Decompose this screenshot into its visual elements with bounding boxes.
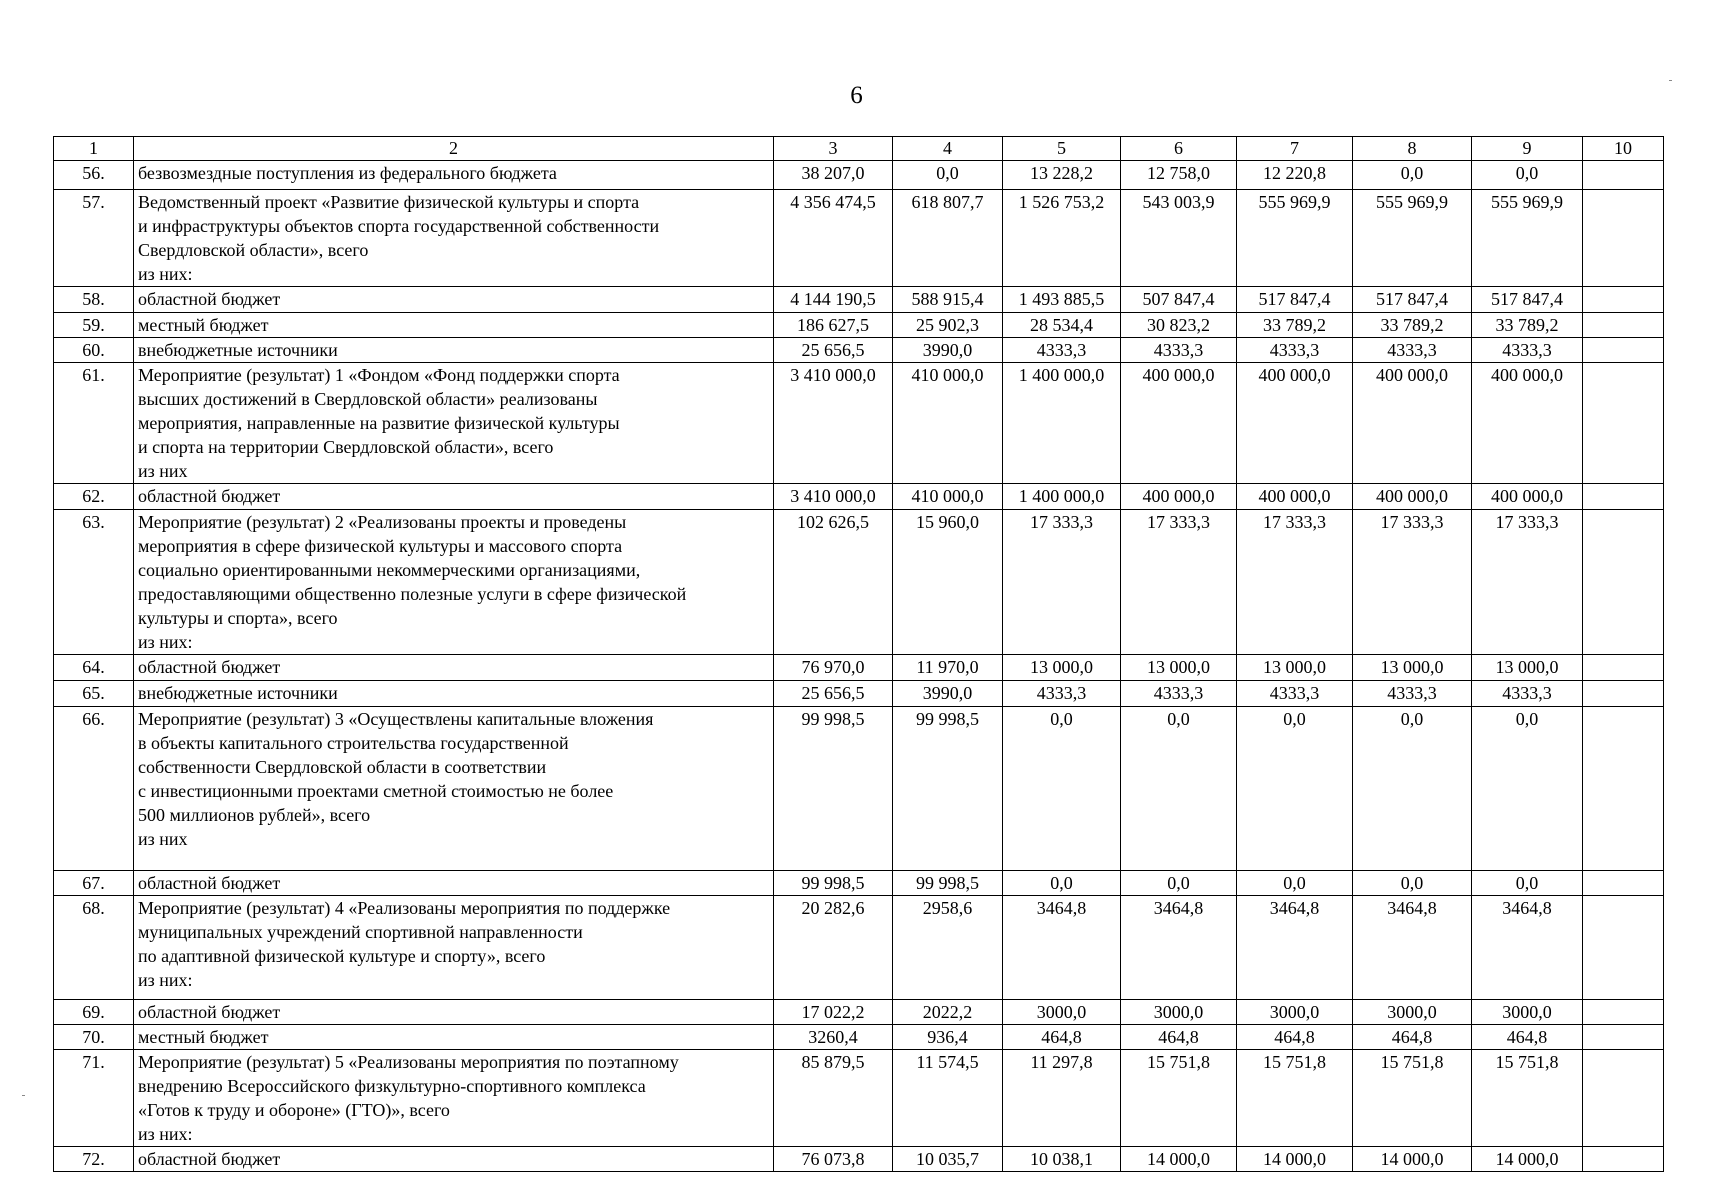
description-line: Свердловской области», всего bbox=[138, 240, 369, 260]
value-cell: 400 000,0 bbox=[1353, 484, 1472, 510]
value-cell: 14 000,0 bbox=[1237, 1147, 1353, 1172]
value-cell: 0,0 bbox=[1472, 707, 1583, 871]
value-cell bbox=[1583, 190, 1664, 287]
value-cell: 28 534,4 bbox=[1003, 313, 1121, 338]
value-cell: 3260,4 bbox=[774, 1025, 893, 1050]
description-line: из них: bbox=[138, 1124, 193, 1144]
table-row bbox=[54, 1000, 1664, 1025]
value-cell: 13 228,2 bbox=[1003, 161, 1121, 190]
value-cell: 0,0 bbox=[1003, 871, 1121, 896]
column-header: 4 bbox=[893, 137, 1003, 161]
scan-speck bbox=[22, 1095, 25, 1096]
value-cell: 4333,3 bbox=[1472, 681, 1583, 707]
description-line: культуры и спорта», всего bbox=[138, 608, 338, 628]
value-cell: 4333,3 bbox=[1353, 338, 1472, 363]
value-cell: 3990,0 bbox=[893, 338, 1003, 363]
value-cell: 4333,3 bbox=[1237, 338, 1353, 363]
description-line: областной бюджет bbox=[138, 486, 281, 506]
description-line: высших достижений в Свердловской области» реализованы bbox=[138, 389, 598, 409]
row-description bbox=[134, 655, 774, 681]
value-cell: 0,0 bbox=[1353, 871, 1472, 896]
value-cell: 543 003,9 bbox=[1121, 190, 1237, 287]
description-line: собственности Свердловской области в соответствии bbox=[138, 757, 547, 777]
value-cell: 3000,0 bbox=[1121, 1000, 1237, 1025]
description-line: внебюджетные источники bbox=[138, 340, 338, 360]
value-cell bbox=[1583, 484, 1664, 510]
value-cell: 1 400 000,0 bbox=[1003, 484, 1121, 510]
value-cell: 3464,8 bbox=[1121, 896, 1237, 1000]
value-cell: 3464,8 bbox=[1003, 896, 1121, 1000]
column-header: 1 bbox=[54, 137, 134, 161]
description-line: предоставляющими общественно полезные услуги в сфере физической bbox=[138, 584, 687, 604]
value-cell: 13 000,0 bbox=[1353, 655, 1472, 681]
value-cell: 99 998,5 bbox=[893, 871, 1003, 896]
value-cell: 14 000,0 bbox=[1353, 1147, 1472, 1172]
value-cell bbox=[1583, 1025, 1664, 1050]
value-cell: 99 998,5 bbox=[774, 707, 893, 871]
value-cell: 33 789,2 bbox=[1237, 313, 1353, 338]
scan-speck bbox=[1669, 80, 1672, 81]
row-number: 64. bbox=[54, 655, 134, 681]
value-cell bbox=[1583, 1000, 1664, 1025]
row-description bbox=[134, 896, 774, 1000]
description-line: из них: bbox=[138, 970, 193, 990]
value-cell: 15 960,0 bbox=[893, 510, 1003, 655]
row-description bbox=[134, 707, 774, 871]
description-line: из них: bbox=[138, 632, 193, 652]
description-line: мероприятия, направленные на развитие физической культуры bbox=[138, 413, 620, 433]
row-number: 72. bbox=[54, 1147, 134, 1172]
description-line: безвозмездные поступления из федерального бюджета bbox=[138, 163, 557, 183]
description-line: и инфраструктуры объектов спорта государственной собственности bbox=[138, 216, 660, 236]
table-row bbox=[54, 313, 1664, 338]
value-cell: 0,0 bbox=[1472, 161, 1583, 190]
value-cell: 3 410 000,0 bbox=[774, 484, 893, 510]
value-cell: 400 000,0 bbox=[1237, 484, 1353, 510]
value-cell: 17 333,3 bbox=[1353, 510, 1472, 655]
value-cell: 464,8 bbox=[1121, 1025, 1237, 1050]
value-cell: 25 656,5 bbox=[774, 338, 893, 363]
description-line: Мероприятие (результат) 1 «Фондом «Фонд поддержки спорта bbox=[138, 365, 620, 385]
value-cell: 4333,3 bbox=[1353, 681, 1472, 707]
value-cell: 517 847,4 bbox=[1237, 287, 1353, 313]
value-cell: 17 333,3 bbox=[1472, 510, 1583, 655]
row-number: 62. bbox=[54, 484, 134, 510]
value-cell: 13 000,0 bbox=[1472, 655, 1583, 681]
value-cell: 3464,8 bbox=[1353, 896, 1472, 1000]
value-cell: 400 000,0 bbox=[1472, 484, 1583, 510]
description-line: Мероприятие (результат) 5 «Реализованы мероприятия по поэтапному bbox=[138, 1052, 679, 1072]
value-cell bbox=[1583, 1147, 1664, 1172]
value-cell: 2022,2 bbox=[893, 1000, 1003, 1025]
row-number: 57. bbox=[54, 190, 134, 287]
value-cell: 33 789,2 bbox=[1353, 313, 1472, 338]
value-cell: 17 333,3 bbox=[1237, 510, 1353, 655]
row-number: 60. bbox=[54, 338, 134, 363]
value-cell: 17 333,3 bbox=[1121, 510, 1237, 655]
table-row bbox=[54, 896, 1664, 1000]
row-description bbox=[134, 338, 774, 363]
value-cell: 15 751,8 bbox=[1353, 1050, 1472, 1147]
value-cell: 4333,3 bbox=[1237, 681, 1353, 707]
value-cell: 4333,3 bbox=[1003, 681, 1121, 707]
row-description bbox=[134, 510, 774, 655]
row-description bbox=[134, 161, 774, 190]
value-cell: 4333,3 bbox=[1121, 338, 1237, 363]
value-cell: 3000,0 bbox=[1003, 1000, 1121, 1025]
value-cell: 11 574,5 bbox=[893, 1050, 1003, 1147]
row-description bbox=[134, 287, 774, 313]
value-cell: 17 022,2 bbox=[774, 1000, 893, 1025]
value-cell: 618 807,7 bbox=[893, 190, 1003, 287]
description-line: и спорта на территории Свердловской области», всего bbox=[138, 437, 554, 457]
value-cell: 10 035,7 bbox=[893, 1147, 1003, 1172]
description-line: с инвестиционными проектами сметной стоимостью не более bbox=[138, 781, 614, 801]
column-header: 6 bbox=[1121, 137, 1237, 161]
value-cell: 0,0 bbox=[1121, 707, 1237, 871]
row-description bbox=[134, 871, 774, 896]
value-cell: 25 902,3 bbox=[893, 313, 1003, 338]
value-cell: 33 789,2 bbox=[1472, 313, 1583, 338]
description-line: Мероприятие (результат) 3 «Осуществлены капитальные вложения bbox=[138, 709, 654, 729]
value-cell: 555 969,9 bbox=[1472, 190, 1583, 287]
column-header: 5 bbox=[1003, 137, 1121, 161]
value-cell: 0,0 bbox=[1121, 871, 1237, 896]
value-cell: 3990,0 bbox=[893, 681, 1003, 707]
column-header: 10 bbox=[1583, 137, 1664, 161]
value-cell: 85 879,5 bbox=[774, 1050, 893, 1147]
value-cell: 400 000,0 bbox=[1121, 484, 1237, 510]
value-cell: 186 627,5 bbox=[774, 313, 893, 338]
value-cell: 3000,0 bbox=[1472, 1000, 1583, 1025]
description-line: областной бюджет bbox=[138, 289, 281, 309]
value-cell: 0,0 bbox=[893, 161, 1003, 190]
value-cell: 410 000,0 bbox=[893, 484, 1003, 510]
value-cell: 11 297,8 bbox=[1003, 1050, 1121, 1147]
budget-table bbox=[53, 136, 1664, 1172]
value-cell: 410 000,0 bbox=[893, 363, 1003, 484]
row-number: 56. bbox=[54, 161, 134, 190]
description-line: из них bbox=[138, 461, 188, 481]
row-number: 58. bbox=[54, 287, 134, 313]
value-cell: 25 656,5 bbox=[774, 681, 893, 707]
description-line: по адаптивной физической культуре и спорту», всего bbox=[138, 946, 546, 966]
description-line: местный бюджет bbox=[138, 1027, 269, 1047]
value-cell: 0,0 bbox=[1353, 161, 1472, 190]
value-cell: 507 847,4 bbox=[1121, 287, 1237, 313]
value-cell bbox=[1583, 287, 1664, 313]
row-description bbox=[134, 1000, 774, 1025]
value-cell: 3000,0 bbox=[1353, 1000, 1472, 1025]
row-description bbox=[134, 190, 774, 287]
table-row bbox=[54, 655, 1664, 681]
value-cell: 517 847,4 bbox=[1472, 287, 1583, 313]
row-number: 61. bbox=[54, 363, 134, 484]
description-line: внебюджетные источники bbox=[138, 683, 338, 703]
value-cell: 4333,3 bbox=[1472, 338, 1583, 363]
value-cell: 4 144 190,5 bbox=[774, 287, 893, 313]
table-row bbox=[54, 161, 1664, 190]
value-cell: 4333,3 bbox=[1121, 681, 1237, 707]
description-line: муниципальных учреждений спортивной направленности bbox=[138, 922, 583, 942]
value-cell: 0,0 bbox=[1472, 871, 1583, 896]
value-cell: 76 970,0 bbox=[774, 655, 893, 681]
value-cell: 4333,3 bbox=[1003, 338, 1121, 363]
description-line: областной бюджет bbox=[138, 1002, 281, 1022]
value-cell: 4 356 474,5 bbox=[774, 190, 893, 287]
value-cell: 15 751,8 bbox=[1121, 1050, 1237, 1147]
header-row bbox=[54, 137, 1664, 161]
value-cell: 0,0 bbox=[1237, 707, 1353, 871]
description-line: Ведомственный проект «Развитие физической культуры и спорта bbox=[138, 192, 640, 212]
value-cell: 400 000,0 bbox=[1237, 363, 1353, 484]
value-cell bbox=[1583, 681, 1664, 707]
table-row bbox=[54, 484, 1664, 510]
value-cell: 464,8 bbox=[1472, 1025, 1583, 1050]
row-description bbox=[134, 313, 774, 338]
value-cell: 17 333,3 bbox=[1003, 510, 1121, 655]
description-line: из них: bbox=[138, 264, 193, 284]
description-line: областной бюджет bbox=[138, 1149, 281, 1169]
row-description bbox=[134, 1025, 774, 1050]
value-cell: 3464,8 bbox=[1472, 896, 1583, 1000]
table-row bbox=[54, 681, 1664, 707]
table-row bbox=[54, 338, 1664, 363]
row-number: 66. bbox=[54, 707, 134, 871]
row-number: 67. bbox=[54, 871, 134, 896]
value-cell: 400 000,0 bbox=[1353, 363, 1472, 484]
value-cell bbox=[1583, 161, 1664, 190]
column-header: 3 bbox=[774, 137, 893, 161]
value-cell: 15 751,8 bbox=[1237, 1050, 1353, 1147]
table-row bbox=[54, 510, 1664, 655]
value-cell: 1 526 753,2 bbox=[1003, 190, 1121, 287]
value-cell: 14 000,0 bbox=[1121, 1147, 1237, 1172]
value-cell: 3464,8 bbox=[1237, 896, 1353, 1000]
row-number: 71. bbox=[54, 1050, 134, 1147]
value-cell: 464,8 bbox=[1237, 1025, 1353, 1050]
description-line: внедрению Всероссийского физкультурно-спортивного комплекса bbox=[138, 1076, 646, 1096]
column-header: 9 bbox=[1472, 137, 1583, 161]
value-cell: 0,0 bbox=[1353, 707, 1472, 871]
value-cell: 1 493 885,5 bbox=[1003, 287, 1121, 313]
value-cell: 588 915,4 bbox=[893, 287, 1003, 313]
value-cell: 0,0 bbox=[1237, 871, 1353, 896]
table-row bbox=[54, 363, 1664, 484]
description-line: в объекты капитального строительства государственной bbox=[138, 733, 569, 753]
value-cell bbox=[1583, 655, 1664, 681]
table-row bbox=[54, 871, 1664, 896]
table-row bbox=[54, 707, 1664, 871]
value-cell: 555 969,9 bbox=[1353, 190, 1472, 287]
value-cell: 38 207,0 bbox=[774, 161, 893, 190]
description-line: «Готов к труду и обороне» (ГТО)», всего bbox=[138, 1100, 450, 1120]
value-cell: 11 970,0 bbox=[893, 655, 1003, 681]
value-cell bbox=[1583, 1050, 1664, 1147]
value-cell bbox=[1583, 363, 1664, 484]
value-cell: 20 282,6 bbox=[774, 896, 893, 1000]
description-line: Мероприятие (результат) 4 «Реализованы мероприятия по поддержке bbox=[138, 898, 671, 918]
row-description bbox=[134, 1147, 774, 1172]
value-cell: 2958,6 bbox=[893, 896, 1003, 1000]
row-number: 69. bbox=[54, 1000, 134, 1025]
row-number: 65. bbox=[54, 681, 134, 707]
value-cell: 10 038,1 bbox=[1003, 1147, 1121, 1172]
table-row bbox=[54, 190, 1664, 287]
row-number: 70. bbox=[54, 1025, 134, 1050]
value-cell bbox=[1583, 313, 1664, 338]
value-cell: 517 847,4 bbox=[1353, 287, 1472, 313]
value-cell: 555 969,9 bbox=[1237, 190, 1353, 287]
column-header: 8 bbox=[1353, 137, 1472, 161]
value-cell: 99 998,5 bbox=[774, 871, 893, 896]
value-cell bbox=[1583, 510, 1664, 655]
value-cell: 464,8 bbox=[1003, 1025, 1121, 1050]
column-header: 2 bbox=[134, 137, 774, 161]
row-description bbox=[134, 363, 774, 484]
value-cell: 13 000,0 bbox=[1237, 655, 1353, 681]
value-cell: 1 400 000,0 bbox=[1003, 363, 1121, 484]
value-cell: 102 626,5 bbox=[774, 510, 893, 655]
value-cell: 12 758,0 bbox=[1121, 161, 1237, 190]
description-line: Мероприятие (результат) 2 «Реализованы проекты и проведены bbox=[138, 512, 627, 532]
row-number: 63. bbox=[54, 510, 134, 655]
value-cell: 464,8 bbox=[1353, 1025, 1472, 1050]
value-cell: 99 998,5 bbox=[893, 707, 1003, 871]
value-cell bbox=[1583, 338, 1664, 363]
value-cell bbox=[1583, 707, 1664, 871]
description-line: местный бюджет bbox=[138, 315, 269, 335]
description-line: социально ориентированными некоммерческими организациями, bbox=[138, 560, 641, 580]
row-description bbox=[134, 1050, 774, 1147]
value-cell: 3 410 000,0 bbox=[774, 363, 893, 484]
value-cell: 3000,0 bbox=[1237, 1000, 1353, 1025]
value-cell: 30 823,2 bbox=[1121, 313, 1237, 338]
table-row bbox=[54, 1050, 1664, 1147]
value-cell bbox=[1583, 871, 1664, 896]
row-number: 59. bbox=[54, 313, 134, 338]
value-cell: 13 000,0 bbox=[1121, 655, 1237, 681]
row-description bbox=[134, 681, 774, 707]
value-cell: 76 073,8 bbox=[774, 1147, 893, 1172]
value-cell: 15 751,8 bbox=[1472, 1050, 1583, 1147]
row-description bbox=[134, 484, 774, 510]
value-cell: 0,0 bbox=[1003, 707, 1121, 871]
value-cell: 400 000,0 bbox=[1121, 363, 1237, 484]
description-line: мероприятия в сфере физической культуры и массового спорта bbox=[138, 536, 623, 556]
table-row bbox=[54, 1147, 1664, 1172]
value-cell: 400 000,0 bbox=[1472, 363, 1583, 484]
value-cell: 13 000,0 bbox=[1003, 655, 1121, 681]
description-line: 500 миллионов рублей», всего bbox=[138, 805, 371, 825]
table-row bbox=[54, 287, 1664, 313]
page-number: 6 bbox=[850, 82, 863, 109]
column-header: 7 bbox=[1237, 137, 1353, 161]
value-cell: 12 220,8 bbox=[1237, 161, 1353, 190]
value-cell: 14 000,0 bbox=[1472, 1147, 1583, 1172]
description-line: из них bbox=[138, 829, 188, 849]
description-line: областной бюджет bbox=[138, 873, 281, 893]
row-number: 68. bbox=[54, 896, 134, 1000]
value-cell: 936,4 bbox=[893, 1025, 1003, 1050]
table-row bbox=[54, 1025, 1664, 1050]
description-line: областной бюджет bbox=[138, 657, 281, 677]
value-cell bbox=[1583, 896, 1664, 1000]
